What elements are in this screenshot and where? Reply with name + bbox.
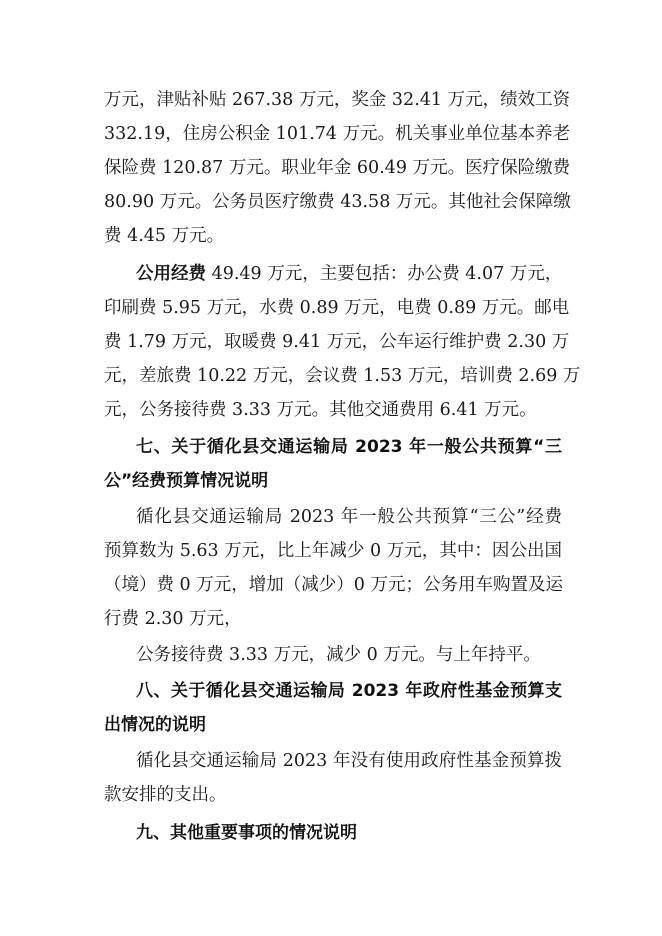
paragraph-line: 元，公务接待费 3.33 万元。其他交通费用 6.41 万元。 [104,400,537,420]
paragraph-line: 332.19，住房公积金 101.74 万元。机关事业单位基本养老 [104,124,571,144]
section-heading-8-cont: 出情况的说明 [104,715,206,735]
section-heading-9: 九、其他重要事项的情况说明 [136,823,357,843]
section-heading-7: 七、关于循化县交通运输局 2023 年一般公共预算“三 [136,437,562,457]
paragraph-line: 公务接待费 3.33 万元，减少 0 万元。与上年持平。 [136,645,541,665]
paragraph-line: 印刷费 5.95 万元，水费 0.89 万元，电费 0.89 万元。邮电 [104,298,570,318]
section-heading-8: 八、关于循化县交通运输局 2023 年政府性基金预算支 [136,681,562,701]
paragraph-line: 预算数为 5.63 万元，比上年减少 0 万元，其中：因公出国 [104,541,562,561]
paragraph-line: 循化县交通运输局 2023 年没有使用政府性基金预算拨 [136,751,562,771]
paragraph-line [136,257,562,291]
paragraph-line: 行费 2.30 万元， [104,609,242,629]
paragraph-line: 费 4.45 万元。 [104,226,225,246]
paragraph-line: 保险费 120.87 万元。职业年金 60.49 万元。医疗保险缴费 [104,158,571,178]
paragraph-line: 循化县交通运输局 2023 年一般公共预算“三公”经费 [136,507,562,527]
paragraph-line: 万元，津贴补贴 267.38 万元，奖金 32.41 万元，绩效工资 [104,90,571,110]
paragraph-line: 款安排的支出。 [104,785,227,805]
section-heading-7-cont: 公”经费预算情况说明 [104,471,269,491]
paragraph-line: （境）费 0 万元，增加（减少）0 万元；公务用车购置及运 [104,575,563,595]
paragraph-line: 80.90 万元。公务员医疗缴费 43.58 万元。其他社会保障缴 [104,192,571,212]
paragraph-text: 49.49 万元，主要包括：办公费 4.07 万元， [206,264,563,284]
paragraph-line: 元，差旅费 10.22 万元，会议费 1.53 万元，培训费 2.69 万 [104,366,581,386]
public-expenses-label: 公用经费 [136,264,206,284]
paragraph-line: 费 1.79 万元，取暖费 9.41 万元，公车运行维护费 2.30 万 [104,332,570,352]
